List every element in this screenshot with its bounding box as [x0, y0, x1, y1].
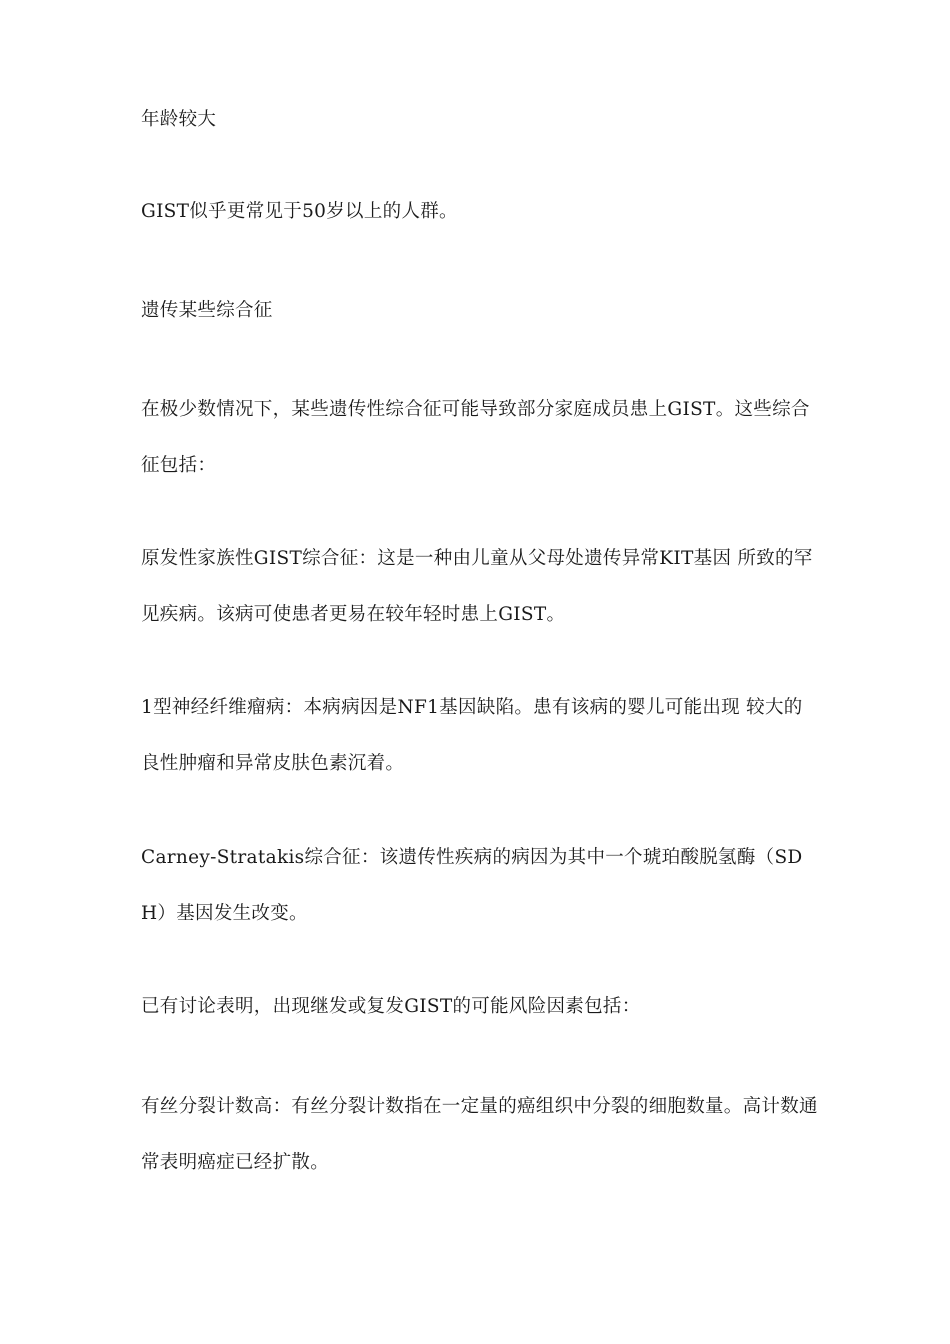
paragraph-mitotic-count: 有丝分裂计数高：有丝分裂计数指在一定量的癌组织中分裂的细胞数量。高计数通常表明癌症已经扩散。 [141, 1096, 818, 1173]
paragraph-recurrence-risk-intro: 已有讨论表明，出现继发或复发GIST的可能风险因素包括： [141, 996, 641, 1017]
paragraph-age-risk: GIST似乎更常见于50岁以上的人群。 [141, 201, 458, 222]
paragraph-familial-gist: 原发性家族性GIST综合征：这是一种由儿童从父母处遗传异常KIT基因 所致的罕见疾病。该病可使患者更易在较年轻时患上GIST。 [141, 548, 813, 625]
paragraph-syndromes-intro: 在极少数情况下，某些遗传性综合征可能导致部分家庭成员患上GIST。这些综合征包括： [141, 399, 810, 476]
paragraph-neurofibromatosis: 1型神经纤维瘤病：本病病因是NF1基因缺陷。患有该病的婴儿可能出现 较大的良性肿瘤和异常皮肤色素沉着。 [141, 697, 803, 774]
paragraph-carney-stratakis: Carney-Stratakis综合征：该遗传性疾病的病因为其中一个琥珀酸脱氢酶（SDH）基因发生改变。 [141, 847, 803, 924]
heading-older-age: 年龄较大 [141, 109, 217, 130]
heading-inherited-syndromes: 遗传某些综合征 [141, 300, 273, 321]
